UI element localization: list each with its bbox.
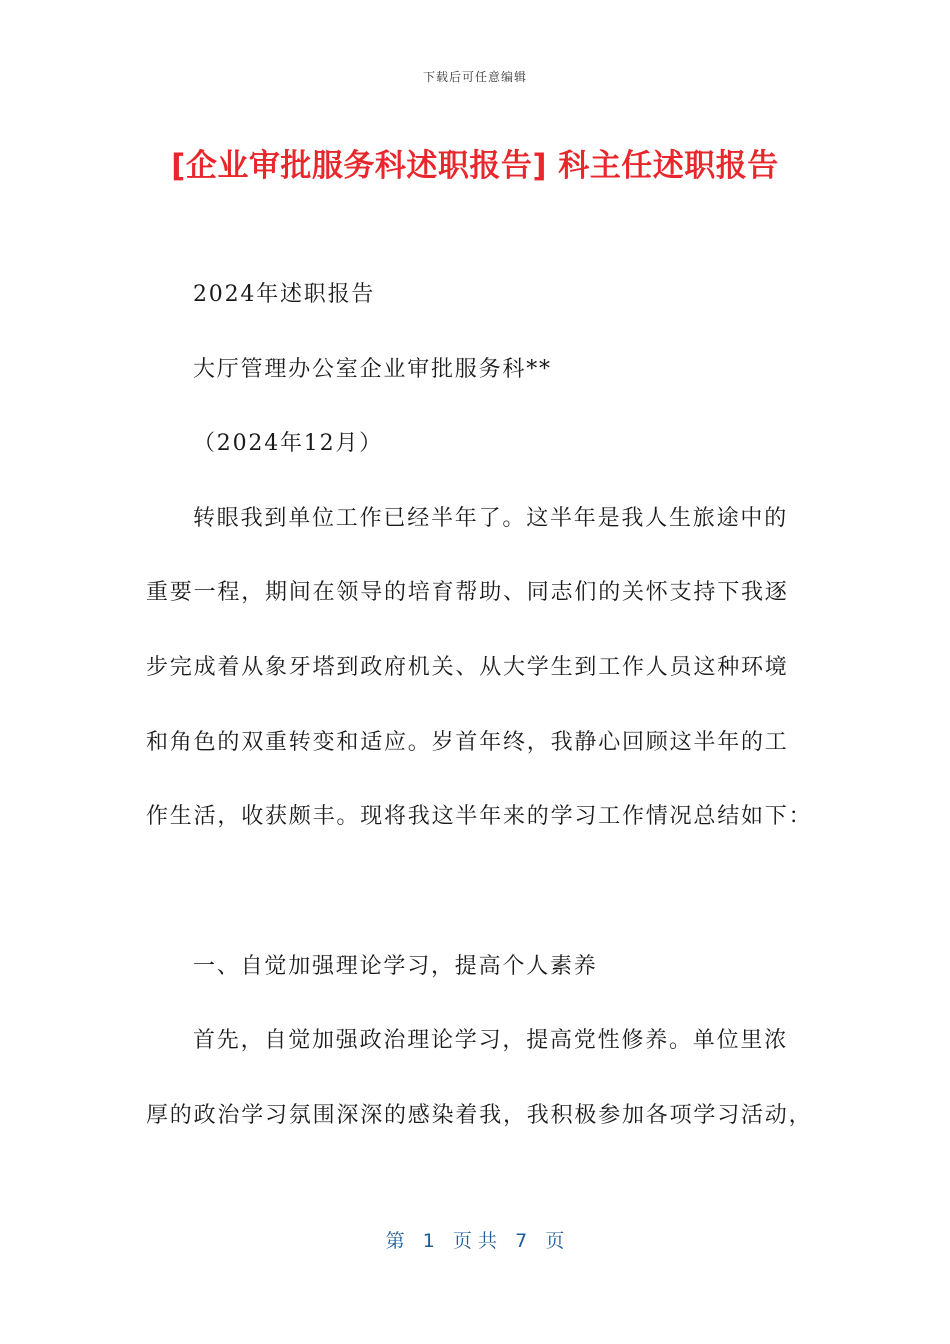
paragraph-line: 厚的政治学习氛围深深的感染着我，我积极参加各项学习活动， [146,1103,813,1128]
doc-line-department: 大厅管理办公室企业审批服务科** [193,357,552,382]
paragraph-line: 重要一程，期间在领导的培育帮助、同志们的关怀支持下我逐 [146,580,789,605]
page-footer [0,1226,950,1253]
doc-line-date: （2024年12月） [193,431,383,456]
section-heading: 一、自觉加强理论学习，提高个人素养 [193,954,598,979]
paragraph-line: 首先，自觉加强政治理论学习，提高党性修养。单位里浓 [193,1028,789,1053]
paragraph-line: 转眼我到单位工作已经半年了。这半年是我人生旅途中的 [193,506,789,531]
doc-line-year-report: 2024年述职报告 [193,282,376,307]
page-total: 7 [515,1230,528,1252]
page-suffix: 页 [545,1230,565,1252]
page-current: 1 [422,1230,435,1252]
paragraph-line: 和角色的双重转变和适应。岁首年终，我静心回顾这半年的工 [146,730,789,755]
page-prefix: 第 [385,1230,405,1252]
paragraph-line: 步完成着从象牙塔到政府机关、从大学生到工作人员这种环境 [146,655,789,680]
paragraph-line: 作生活，收获颇丰。现将我这半年来的学习工作情况总结如下： [146,804,813,829]
document-title: [企业审批服务科述职报告] 科主任述职报告 [171,148,779,184]
header-note: 下载后可任意编辑 [422,70,527,84]
page-middle: 页 共 [452,1230,498,1252]
